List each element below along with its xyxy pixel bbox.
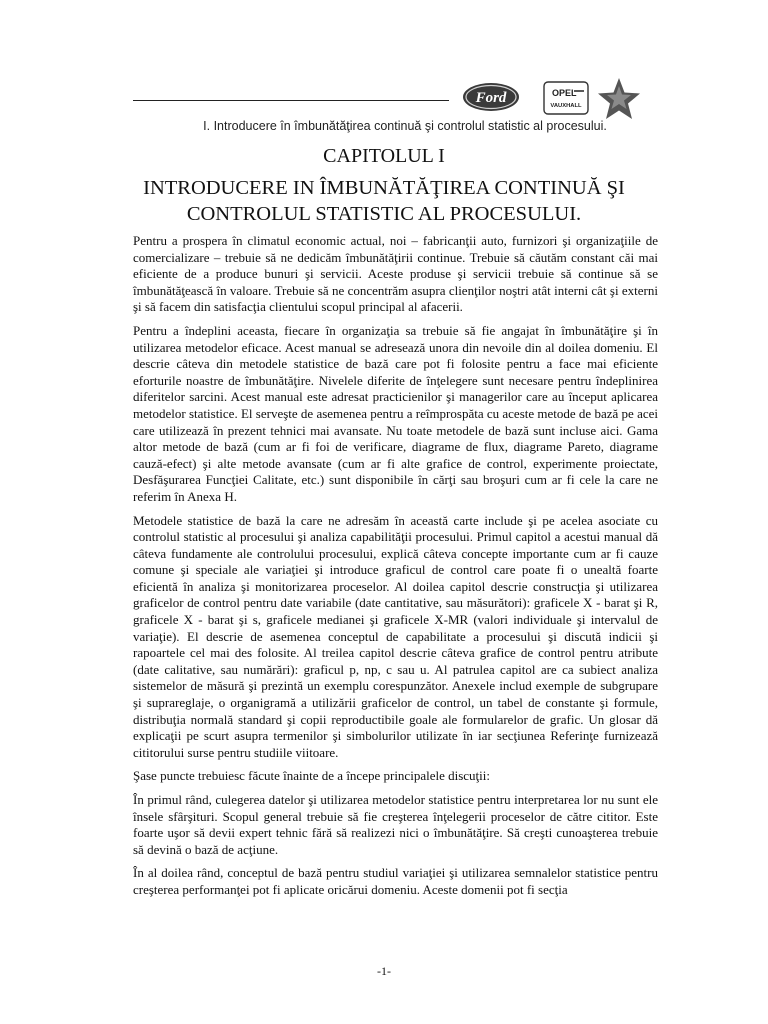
page-number: -1- <box>377 964 391 978</box>
paragraph: În al doilea rând, conceptul de bază pentru studiul variaţiei şi utilizarea semnalelor statistice pentru creşterea performanţei pot fi aplicate oricărui domeniu. Aceste domenii pot fi secţia <box>133 865 658 897</box>
svg-text:Ford: Ford <box>475 90 507 106</box>
chapter-label: CAPITOLUL I <box>323 145 445 167</box>
chapter-title <box>120 175 648 227</box>
chapter-title-line-2: CONTROLUL STATISTIC AL PROCESULUI. <box>186 203 582 225</box>
running-title: I. Introducere în îmbunătăţirea continuă şi controlul statistic al procesului. <box>203 119 607 133</box>
paragraph: Metodele statistice de bază la care ne adresăm în această carte include şi pe acelea asociate cu controlul statistic al procesului şi analiza capabilităţii procesului. Primul capitol a acestui manual dă câteva fundamente ale controlului procesului, explică câteva concepte importante cum ar fi cauze comune şi speciale ale variaţiei şi introduce graficul de control care poate fi o unealtă foarte eficientă în analiza şi monitorizarea proceselor. Al doilea capitol descrie construcţia şi utilizarea graficelor de control pentru date variabile (date cantitative, sau măsurători): graficele X - barat şi R, graficele X - barat şi s, graficele medianei şi graficele X-MR (valori individuale şi intervalul de variaţie). El descrie de asemenea conceptul de capabilitate a procesului şi discută indicii şi rapoartele cel mai des folosite. Al treilea capitol descrie câteva grafice de control pentru atribute (date calitative, sau numărări): graficul p, np, c sau u. Al patrulea capitol are ca subiect analiza sistemelor de măsură şi prezintă un exemplu corespunzător. Anexele includ exemple de subgrupare şi suprareglaje, o organigramă a utilizării graficelor de control, un tabel de constante şi formule, distribuţia normală standard şi copii reproductibile goale ale formularelor de grafic. Un glosar dă explicaţii pe scurt asupra termenilor şi simbolurilor utilizate în iar secţiunea Referinţe furnizează cititorului surse pentru studiile viitoare. <box>133 512 658 760</box>
svg-text:VAUXHALL: VAUXHALL <box>550 103 582 109</box>
svg-text:OPEL: OPEL <box>552 88 577 98</box>
paragraph: Pentru a îndeplini aceasta, fiecare în organizaţia sa trebuie să fie angajat în îmbunătăţire şi în utilizarea metodelor eficace. Acest manual se adresează unora din nevoile din al doilea domeniu. El descrie câteva din metodele statistice de bază care pot fi folosite pentru a face mai eficiente eforturile noastre de îmbunătăţire. Nivelele diferite de înţelegere sunt necesare pentru îndeplinirea diferitelor sarcini. Acest manual este adresat practicienilor şi managerilor care au început aplicarea metodelor statistice. El serveşte de asemenea pentru a reîmprospăta cu aceste metode de bază pe acei care utilizează în prezent tehnici mai avansate. Nu toate metodele de bază sunt incluse aici. Gama altor metode de bază (cum ar fi foi de verificare, diagrame de flux, diagrame Pareto, diagrame cauză-efect) şi alte metode avansate (cum ar fi alte grafice de control, experimente proiectate, Desfăşurarea Funcţiei Calitate, etc.) sunt disponibile în cărţi sau broşuri cum ar fi cele la care ne referim în Anexa H. <box>133 322 658 504</box>
pentastar-logo <box>598 78 640 119</box>
paragraph: Pentru a prospera în climatul economic actual, noi – fabricanţii auto, furnizori şi organizaţiile de comercializare – trebuie să ne dedicăm îmbunătăţirii continue. Trebuie să căutăm constant căi mai eficiente de a produce bunuri şi servicii. Aceste produse şi servicii trebuie să continue să se îmbunătăţească în valoare. Trebuie să ne concentrăm asupra clienţilor noştri atât interni cât şi externi şi să facem din satisfacţia clientului scopul principal al afacerii. <box>133 233 658 315</box>
paragraph: În primul rând, culegerea datelor şi utilizarea metodelor statistice pentru interpretarea lor nu sunt ele însele sfârşituri. Scopul general trebuie să fie creşterea înţelegerii proceselor de către cititor. Este foarte uşor să devii expert tehnic fără să realizezi nici o îmbunătăţire. Să creşti cunoaşterea trebuie să devină o bază de acţiune. <box>133 792 658 857</box>
paragraph: Şase puncte trebuiesc făcute înainte de a începe principalele discuţii: <box>133 768 490 784</box>
opel-vauxhall-logo <box>544 82 588 114</box>
body-text <box>133 233 658 906</box>
brand-logos <box>462 76 672 124</box>
header-rule <box>133 100 449 101</box>
ford-logo <box>463 83 519 111</box>
chapter-title-line-1: INTRODUCERE IN ÎMBUNĂTĂŢIREA CONTINUĂ ŞI <box>143 177 625 199</box>
